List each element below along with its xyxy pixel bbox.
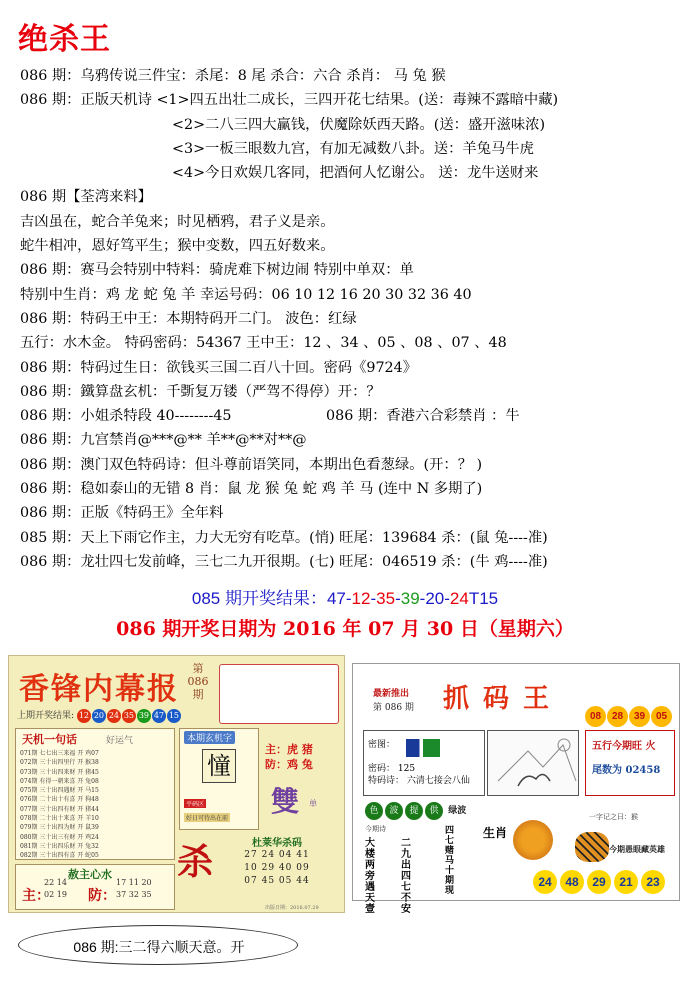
tianji-row: 076期 二十出十有喜 开 狗48 — [20, 796, 99, 804]
zhuama-panel — [352, 663, 680, 915]
xuanji-tag: 平码区 — [186, 801, 205, 808]
verse-col: 四七赌马十期现 — [445, 826, 455, 896]
verse-label: 今期诗 — [365, 825, 386, 833]
number-ball: 39 — [629, 706, 650, 727]
line: 086 期：澳门双色特码诗：但斗尊前语笑同，本期出色看葱绿。(开：？ ) — [20, 456, 483, 473]
camel-sketch-icon — [487, 730, 579, 796]
mima — [368, 763, 470, 787]
text-lines — [20, 64, 680, 574]
result-number: 39 — [400, 589, 420, 608]
ball-list — [77, 711, 182, 721]
tianji-sub: 好运气 — [106, 736, 134, 746]
result-number: 35 — [376, 589, 396, 608]
zhu-nums — [44, 877, 84, 901]
verse-col: 大楼两旁遇天壹 — [365, 838, 375, 915]
mima-line: 密码： 125 — [368, 764, 416, 774]
num-row: 37 32 35 — [116, 890, 152, 899]
draw-date: 086 期开奖日期为 2016 年 07 月 30 日（星期六） — [116, 618, 574, 640]
color-ball: 波 — [385, 802, 403, 820]
shuang-char: 雙 — [271, 785, 300, 818]
verse-col: 二九出四七不安 — [401, 838, 411, 915]
result-number: 20 — [425, 589, 445, 608]
number-ball: 28 — [607, 706, 628, 727]
number-ball: 48 — [560, 870, 584, 894]
ball: 39 — [137, 709, 151, 723]
line: 吉凶虽在，蛇合羊兔来；时见栖鸦，君子义是亲。 — [20, 213, 335, 230]
result-sep: - — [444, 589, 450, 608]
number-ball: 24 — [533, 870, 557, 894]
line: 086 期：乌鸦传说三件宝：杀尾：8 尾 杀合：六合 杀肖： 马 兔 猴 — [20, 68, 446, 84]
wuxing: 五行今期旺 火 — [592, 741, 656, 752]
tianji-rows — [20, 749, 170, 861]
number-ball: 05 — [651, 706, 672, 727]
ball: 35 — [122, 709, 136, 723]
line: 086 期：稳如泰山的无错 8 肖：鼠 龙 猴 兔 蛇 鸡 羊 马 (连中 N 多期了) — [20, 481, 483, 498]
tianji-row: 082期 三十出四有喜 开 蛇05 — [20, 852, 99, 860]
shuang-small: 单 — [309, 799, 317, 808]
line: 086 期【荃湾来料】 — [20, 189, 152, 206]
remember-label: 一字记之曰：猴 — [589, 813, 638, 821]
number-ball: 08 — [585, 706, 606, 727]
shama-box — [217, 834, 337, 900]
fang-nums — [116, 877, 166, 901]
fang-label: 防： — [88, 888, 116, 904]
ball: 47 — [152, 709, 166, 723]
shama-head: 杜莱华杀码 — [252, 838, 302, 849]
ball: 20 — [92, 709, 106, 723]
xuanji-head: 本期玄机字 — [184, 731, 235, 744]
line: 086 期：鐵算盘玄机：千斲复万镂（严驾不得停）开：？ — [20, 383, 381, 400]
wuxing-box — [585, 730, 675, 796]
page-title: 绝杀王 — [18, 22, 111, 57]
tianji-head: 天机一句话 — [22, 733, 77, 746]
result-sep: - — [345, 589, 352, 608]
line: 特别中生肖：鸡 龙 蛇 兔 羊 幸运号码：06 10 12 16 20 30 32 36 40 — [20, 286, 472, 303]
newspaper-head: 香锋内幕报 — [19, 672, 179, 707]
newspaper-balls — [17, 708, 217, 724]
line: 086 期：特码王中王：本期特码开二门。 波色：红绿 — [20, 310, 357, 327]
zhu2: 主：虎 猪 — [265, 743, 313, 756]
verse-box — [365, 824, 485, 915]
color-ball: 色 — [365, 802, 383, 820]
logo-icon — [406, 739, 440, 757]
line: <2>二八三四大赢钱，伏魔除妖西天路。(送：盛开滋味浓) — [172, 116, 546, 133]
line: 086 期：九宫禁肖@***@** 羊**@**对**@ — [20, 432, 307, 449]
tiger-icon — [575, 832, 609, 862]
result-label: 085 期开奖结果： — [191, 589, 327, 608]
number-ball: 21 — [614, 870, 638, 894]
result-number: 47 — [326, 589, 346, 608]
monkey-icon — [513, 820, 553, 860]
tianji-row: 079期 三十出四为财 开 鼠39 — [20, 824, 99, 832]
line — [20, 404, 680, 428]
line-left: 086 期：小姐杀特段 40--------45 — [20, 408, 232, 425]
speech-bubble — [18, 925, 298, 965]
line: 086 期：龙壮四七发前峰，三七二九开很期。(七) 旺尾：046519 杀：(牛 鸡----准) — [20, 553, 548, 570]
newspaper-foot: 出版日期：2016.07.29 — [265, 905, 319, 911]
mitu-label: 密图： — [368, 740, 396, 750]
line: 五行：水木金。 特码密码：54367 王中王：12 、34 、05 、08 、07 、48 — [20, 335, 507, 352]
bubble-text: 086 期:三二得六顺天意。开 — [73, 939, 245, 955]
newspaper-blank — [219, 664, 339, 724]
tianji-row: 080期 三十出三有财 开 鸡24 — [20, 833, 99, 841]
xuanji-box — [179, 728, 259, 830]
xuanji-tag2: 好日可待出在前 — [186, 815, 229, 822]
line-right: 086 期：香港六合彩禁肖 ：牛 — [326, 408, 520, 425]
tianji-row: 077期 三十出四有财 开 猪44 — [20, 805, 99, 813]
tianji-row: 075期 三十出四遇财 开 马15 — [20, 787, 99, 795]
weishu: 尾数为 02458 — [592, 765, 661, 776]
mitu-box — [363, 730, 485, 796]
ball: 12 — [77, 709, 91, 723]
result-line — [0, 584, 690, 609]
xinshui-head: 赦主心水 — [68, 868, 112, 881]
result-number: 12 — [351, 589, 371, 608]
line: <4>今日欢娱几客同，把酒何人忆谢公。 送：龙牛送财来 — [172, 165, 539, 182]
bottom-balls — [533, 870, 679, 894]
color-row — [365, 802, 466, 820]
num-row: 02 19 — [44, 890, 67, 899]
shama-row: 27 24 04 41 — [244, 850, 310, 860]
sha-char: 杀 — [177, 841, 214, 883]
xuanji-char: 憧 — [202, 749, 236, 783]
zhu-label: 主： — [22, 888, 50, 904]
shama-row: 07 45 05 44 — [244, 876, 310, 886]
result-sep: - — [395, 589, 401, 608]
fang2: 防：鸡 兔 — [265, 758, 313, 771]
color-value: 绿波 — [448, 806, 467, 816]
line: 086 期：正版《特码王》全年料 — [20, 505, 224, 522]
color-ball: 提 — [405, 802, 423, 820]
num-row: 22 14 — [44, 878, 67, 887]
zhuama-head: 抓码王 — [443, 684, 564, 714]
result-numbers — [327, 589, 469, 608]
line: 086 期：特码过生日：欲钱买三国二百八十回。密码《9724》 — [20, 359, 418, 376]
number-ball: 29 — [587, 870, 611, 894]
line: 086 期：赛马会特别中特料：骑虎难下树边闹 特别中单双：单 — [20, 262, 414, 279]
slogan: 今期愚眼藏英雄 — [609, 844, 665, 854]
color-ball: 供 — [425, 802, 443, 820]
tianji-row: 078期 二十出十来喜 开 羊10 — [20, 815, 99, 823]
line: <3>一板三眼数九宫，有加无减数八卦。送：羊兔马牛虎 — [172, 140, 534, 157]
tianji-box — [15, 728, 175, 860]
balls-label: 上期开奖结果: — [17, 711, 75, 721]
number-ball: 23 — [641, 870, 665, 894]
new-label: 最新推出 — [373, 689, 410, 699]
zhu-fang — [265, 742, 313, 772]
newspaper-panel — [8, 655, 345, 913]
ball: 24 — [107, 709, 121, 723]
tianji-row: 072期 三十出四里行 开 猴38 — [20, 759, 99, 767]
issue-label: 第 086 期 — [373, 703, 414, 713]
xinshui-box — [15, 864, 175, 910]
result-sep: - — [419, 589, 426, 608]
shengxiao-label: 生肖 — [483, 826, 508, 840]
line: 086 期：正版天机诗 <1>四五出壮二成长，三四开花七结果。(送：毒辣不露暗中藏) — [20, 92, 559, 109]
tianji-row: 081期 三十出四乐财 开 兔32 — [20, 842, 99, 850]
result-sep: - — [370, 589, 377, 608]
top-balls — [585, 704, 679, 724]
num-row: 17 11 20 — [116, 878, 152, 887]
result-special: T15 — [468, 589, 499, 608]
tianji-row: 071期 七七出三来福 开 鸡07 — [20, 750, 99, 757]
shama-row: 10 29 40 09 — [244, 863, 310, 873]
result-number: 24 — [449, 589, 469, 608]
line: 085 期：天上下雨它作主，力大无穷有吃草。(悄) 旺尾：139684 杀：(鼠 兔----准) — [20, 529, 548, 546]
tianji-row: 074期 有得一朝来喜 开 兔08 — [20, 777, 99, 785]
temashi-line: 特码诗： 六清七接会八仙 — [368, 776, 470, 786]
tianji-row: 073期 三十出四来财 开 猪45 — [20, 768, 99, 776]
line: 蛇牛相冲，恩好笃平生；猴中变数，四五好数来。 — [20, 238, 335, 255]
newspaper-issue: 第086期 — [187, 662, 209, 701]
ball: 15 — [167, 709, 181, 723]
